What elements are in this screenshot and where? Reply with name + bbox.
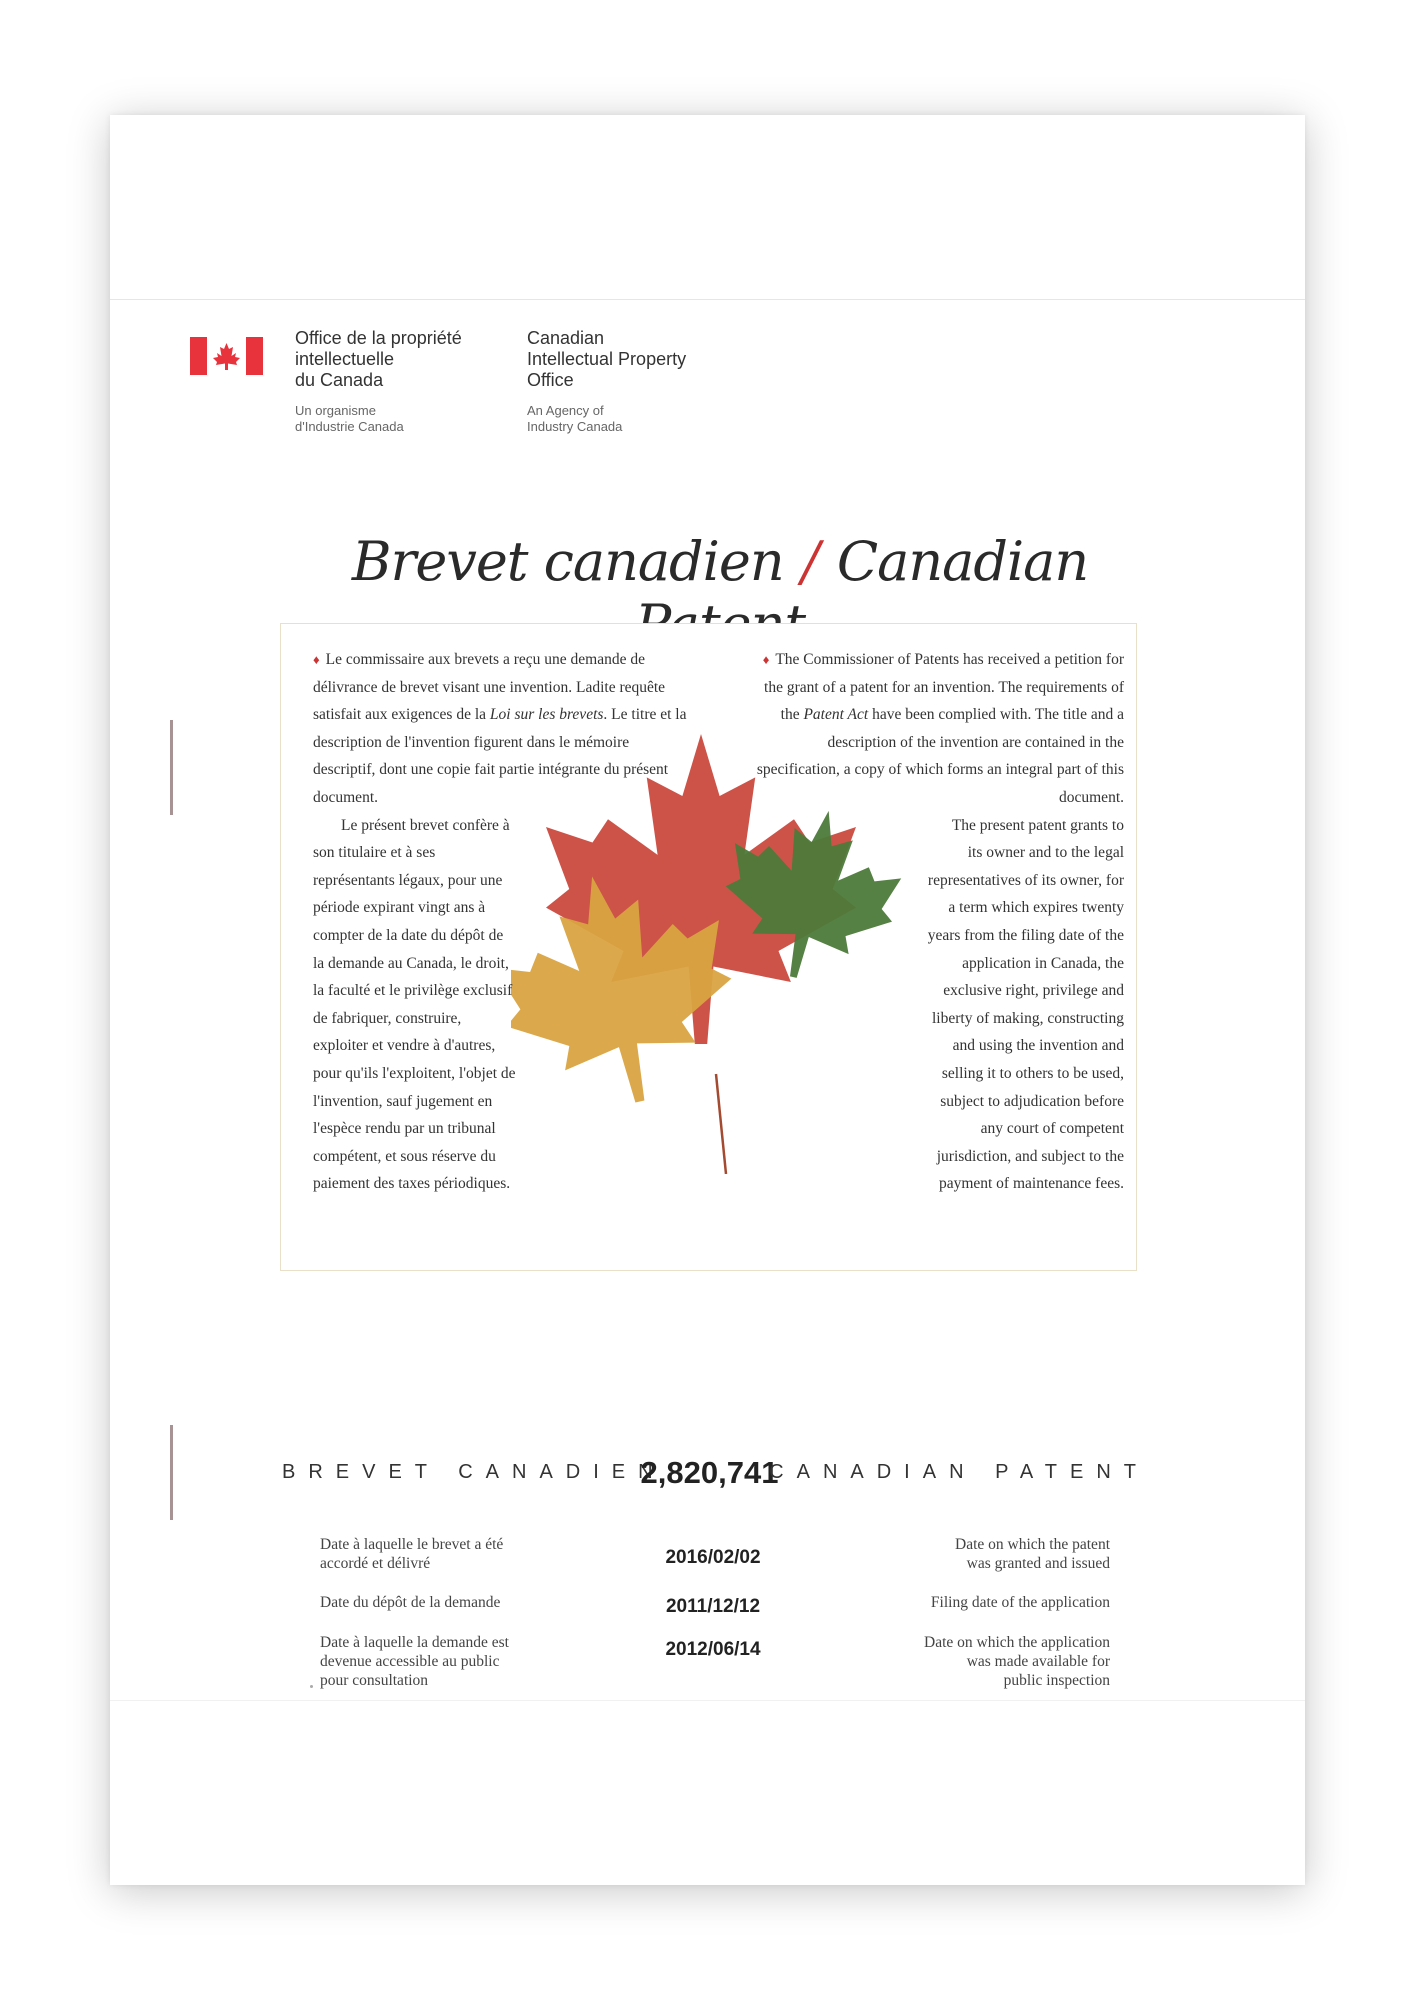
maple-leaf-bullet-icon: ♦ xyxy=(762,652,770,667)
french-text xyxy=(313,646,693,1198)
agency-subtitle: Un organisme d'Industrie Canada xyxy=(295,403,404,434)
text-run: have been complied with. The title and a description of the invention are contained in the specification, a copy of which forms an integral part of this document. xyxy=(756,706,1124,806)
date-label-english: Date on which the application was made available for public inspection xyxy=(924,1634,1110,1689)
date-label-french: Date à laquelle le brevet a été accordé et délivré xyxy=(320,1536,504,1572)
date-label-french: Date à laquelle la demande est devenue accessible au public pour consultation xyxy=(320,1634,509,1689)
agency-name-english xyxy=(527,328,686,435)
title-english: Canadian xyxy=(836,530,1089,593)
patent-certificate xyxy=(110,115,1305,1885)
label-french: BREVET CANADIEN xyxy=(282,1461,666,1483)
date-label-english: Date on which the patent was granted and issued xyxy=(955,1536,1110,1572)
agency-name-french xyxy=(295,328,462,435)
fold-line xyxy=(110,1700,1305,1701)
canada-flag-icon xyxy=(190,337,263,375)
english-paragraph xyxy=(744,646,1124,812)
patent-number: 2,820,741 xyxy=(640,1455,779,1490)
certificate-text-panel xyxy=(280,623,1137,1271)
agency-subtitle: An Agency of Industry Canada xyxy=(527,403,623,434)
act-name: Patent Act xyxy=(803,706,869,724)
date-value: 2016/02/02 xyxy=(665,1547,761,1568)
french-paragraph: Le présent brevet confère à son titulaire et à ses représentants légaux, pour une période expirant vingt ans à compter de la date du dépôt de la demande au Canada, le droit, la faculté et le privilège exclusif de fabriquer, construire, exploiter et vendre à d'autres, pour qu'ils l'exploitent, l'objet de l'invention, sauf jugement en l'espèce rendu par un tribunal compétent, et sous réserve du paiement des taxes périodiques. xyxy=(313,816,516,1193)
text-run: Le commissaire aux brevets a reçu une demande de délivrance de brevet visant une invention. Ladite requête satisfait aux exigences de la xyxy=(313,651,666,724)
act-name: Loi sur les brevets xyxy=(489,706,604,724)
date-value: 2011/12/12 xyxy=(665,1596,761,1617)
fold-line xyxy=(110,299,1305,300)
date-label-french: Date du dépôt de la demande xyxy=(320,1594,501,1611)
staple-mark xyxy=(170,1425,173,1520)
text-run: . Le titre et la description de l'invention figurent dans le mémoire descriptif, dont une copie fait partie intégrante du présent document. xyxy=(313,706,687,806)
french-paragraph xyxy=(313,646,693,812)
text-run: The Commissioner of Patents has received a petition for the grant of a patent for an invention. The requirements of the xyxy=(764,651,1124,724)
english-text xyxy=(744,646,1124,1198)
agency-name: Canadian Intellectual Property Office xyxy=(527,328,687,390)
patent-number-row xyxy=(282,1455,1149,1495)
staple-mark xyxy=(170,720,173,815)
title-french: Brevet canadien xyxy=(351,530,784,593)
english-paragraph: The present patent grants to its owner and to the legal representatives of its owner, for a term which expires twenty years from the filing date of the application in Canada, the exclusive right, privilege and liberty of making, constructing and using the invention and selling it to others to be used, subject to adjudication before any court of competent jurisdiction, and subject to the payment of maintenance fees. xyxy=(927,816,1124,1193)
agency-name: Office de la propriété intellectuelle du Canada xyxy=(295,328,462,390)
date-label-english: Filing date of the application xyxy=(930,1594,1110,1611)
date-value: 2012/06/14 xyxy=(665,1639,761,1660)
title-separator: / xyxy=(801,530,819,593)
maple-leaf-bullet-icon: ♦ xyxy=(313,652,320,667)
scan-speck xyxy=(310,1685,313,1688)
label-english: CANADIAN PATENT xyxy=(769,1461,1149,1483)
